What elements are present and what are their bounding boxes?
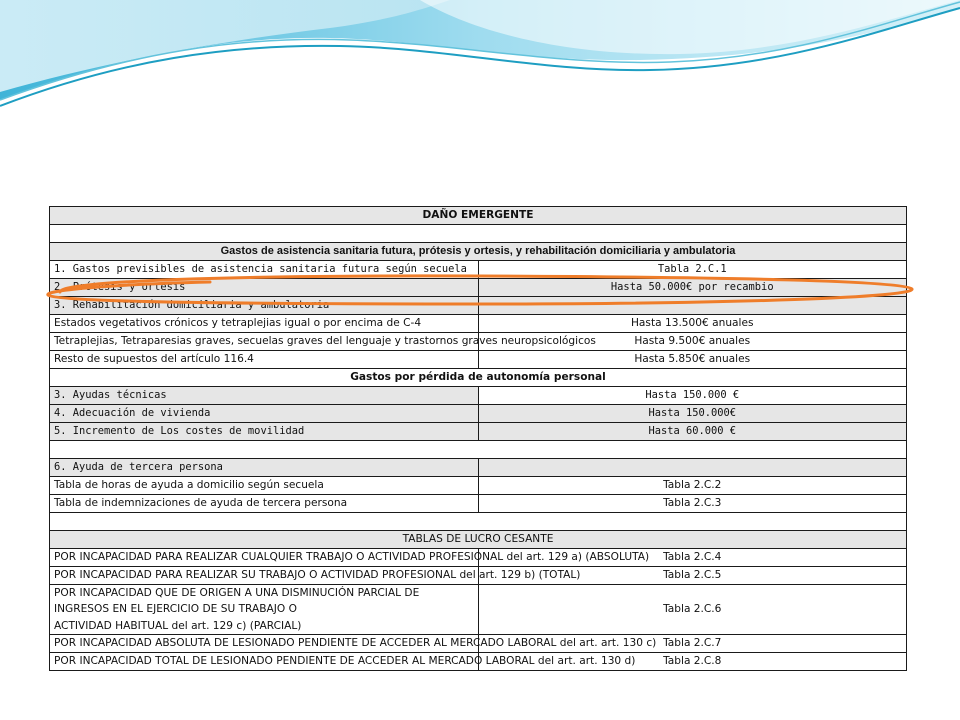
header-wave-decoration [0, 0, 960, 120]
table-row: POR INCAPACIDAD PARA REALIZAR SU TRABAJO O ACTIVIDAD PROFESIONAL del art. 129 b) (TOTAL) Tabla 2.C.5 [50, 567, 907, 585]
table-row: Tabla de horas de ayuda a domicilio según secuela Tabla 2.C.2 [50, 477, 907, 495]
table-row: 1. Gastos previsibles de asistencia sanitaria futura según secuela Tabla 2.C.1 [50, 261, 907, 279]
table-row: Resto de supuestos del artículo 116.4 Hasta 5.850€ anuales [50, 351, 907, 369]
section-header: Gastos por pérdida de autonomía personal [50, 369, 907, 387]
section-header: Gastos de asistencia sanitaria futura, prótesis y ortesis, y rehabilitación domiciliaria y ambulatoria [50, 243, 907, 261]
row-label-line-1: POR INCAPACIDAD QUE DE ORIGEN A UNA DISMINUCIÓN PARCIAL DE INGRESOS EN EL EJERCICIO DE SU TRABAJO O [54, 587, 420, 616]
table-row: 2. Prótesis y ortesis Hasta 50.000€ por recambio [50, 279, 907, 297]
spacer-row [50, 225, 907, 243]
spacer-row [50, 513, 907, 531]
table-row: POR INCAPACIDAD TOTAL DE LESIONADO PENDIENTE DE ACCEDER AL MERCADO LABORAL del art. art. 130 d) Tabla 2.C.8 [50, 653, 907, 671]
table-row: POR INCAPACIDAD QUE DE ORIGEN A UNA DISMINUCIÓN PARCIAL DE INGRESOS EN EL EJERCICIO DE SU TRABAJO O ACTIVIDAD HABITUAL del art. 129 c) (PARCIAL) Tabla 2.C.6 [50, 585, 907, 635]
table-row: 4. Adecuación de vivienda Hasta 150.000€ [50, 405, 907, 423]
table-row: POR INCAPACIDAD PARA REALIZAR CUALQUIER TRABAJO O ACTIVIDAD PROFESIONAL del art. 129 a) (ABSOLUTA) Tabla 2.C.4 [50, 549, 907, 567]
spacer-row [50, 441, 907, 459]
table-row: Estados vegetativos crónicos y tetraplejias igual o por encima de C-4 Hasta 13.500€ anuales [50, 315, 907, 333]
section-header: TABLAS DE LUCRO CESANTE [50, 531, 907, 549]
table-row: Tetraplejias, Tetraparesias graves, secuelas graves del lenguaje y trastornos graves neuropsicológicos Hasta 9.500€ anuales [50, 333, 907, 351]
table-title: DAÑO EMERGENTE [50, 207, 907, 225]
row-label-line-2: ACTIVIDAD HABITUAL del art. 129 c) (PARCIAL) [54, 619, 302, 632]
table-row: 5. Incremento de Los costes de movilidad Hasta 60.000 € [50, 423, 907, 441]
table-row: POR INCAPACIDAD ABSOLUTA DE LESIONADO PENDIENTE DE ACCEDER AL MERCADO LABORAL del art. art. 130 c) Tabla 2.C.7 [50, 635, 907, 653]
table-row: 3. Ayudas técnicas Hasta 150.000 € [50, 387, 907, 405]
damage-table [49, 206, 907, 671]
table-row: Tabla de indemnizaciones de ayuda de tercera persona Tabla 2.C.3 [50, 495, 907, 513]
table-row: 3. Rehabilitación domiciliaria y ambulatoria [50, 297, 907, 315]
table-row: 6. Ayuda de tercera persona [50, 459, 907, 477]
